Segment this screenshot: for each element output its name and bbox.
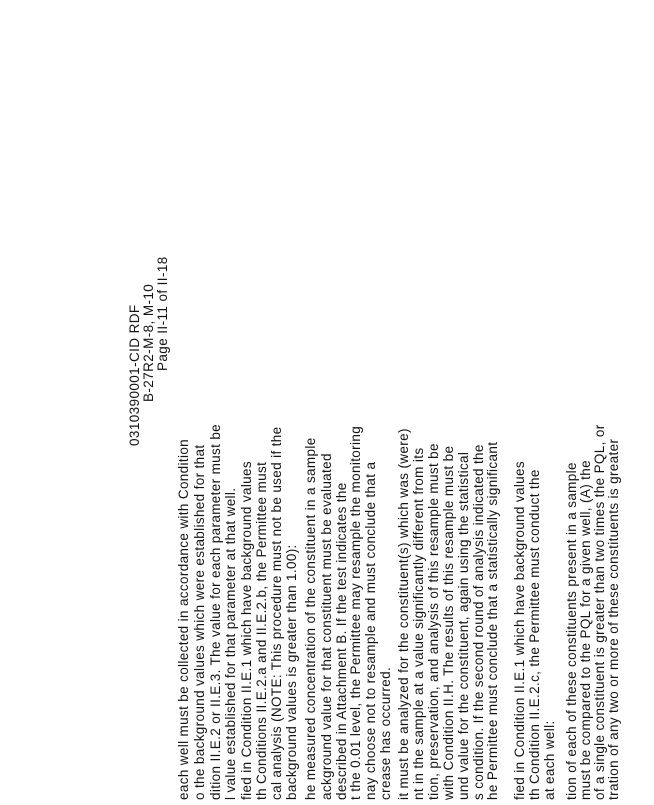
body-line: th Condition II.E.2.c, the Permittee must conduct the — [527, 469, 542, 800]
body-line: crease has occurred. — [378, 666, 393, 800]
body-line: ackground value for that constituent must be evaluated — [319, 453, 334, 800]
body-line: background values is greater than 1.00): — [284, 544, 299, 800]
body-line: und value for the constituent, again using the statistical — [456, 451, 471, 800]
body-line: l value established for that parameter at that well. — [223, 487, 238, 800]
body-line: each well must be collected in accordance with Condition — [176, 438, 191, 800]
body-line: it must be analyzed for the constituent(s) which was (were) — [396, 428, 411, 800]
body-line: cal analysis (NOTE: This procedure must not be used if the — [269, 426, 284, 800]
body-line: nt in the sample at a value significantly different from its — [411, 447, 426, 800]
body-line: tion, preservation, and analysis of this resample must be — [426, 443, 441, 800]
body-line: t the 0.01 level, the Permittee may resample the monitoring — [348, 425, 363, 800]
body-line: described in Attachment B. If the test indicates the — [334, 482, 349, 800]
body-line: s condition. If the second round of analysis indicated the — [471, 444, 486, 800]
body-line: must be compared to the PQL for a given well, (A) the — [578, 460, 593, 800]
body-line: o the background values which were established for that — [192, 444, 207, 800]
body-line: th Conditions II.E.2.a and II.E.2.b, the Permittee must — [254, 461, 269, 800]
body-line: with Condition II.H. The results of this resample must be — [441, 445, 456, 800]
body-line: tion of each of these constituents present in a sample — [564, 462, 579, 800]
body-line: he measured concentration of the constituent in a sample — [303, 437, 318, 800]
permit-reference: B-27R2-M-8, M-10 — [141, 283, 156, 402]
body-line: dition II.E.2 or II.E.3. The value for each parameter must be — [208, 423, 223, 800]
body-line: nay choose not to resample and must conclude that a — [363, 461, 378, 800]
body-line: he Permittee must conclude that a statistically significant — [485, 441, 500, 800]
body-line: fied in Condition II.E.1 which have background values — [239, 461, 254, 800]
body-line: at each well: — [542, 720, 557, 800]
page-number: Page II-11 of II-18 — [155, 256, 170, 371]
document-id: 0310390001-CID RDF — [127, 304, 142, 446]
body-line: fied in Condition II.E.1 which have background values — [512, 461, 527, 800]
body-line: of a single constituent is greater than two times the PQL, or — [592, 424, 607, 800]
body-line: tration of any two or more of these constituents is greater — [606, 438, 621, 800]
